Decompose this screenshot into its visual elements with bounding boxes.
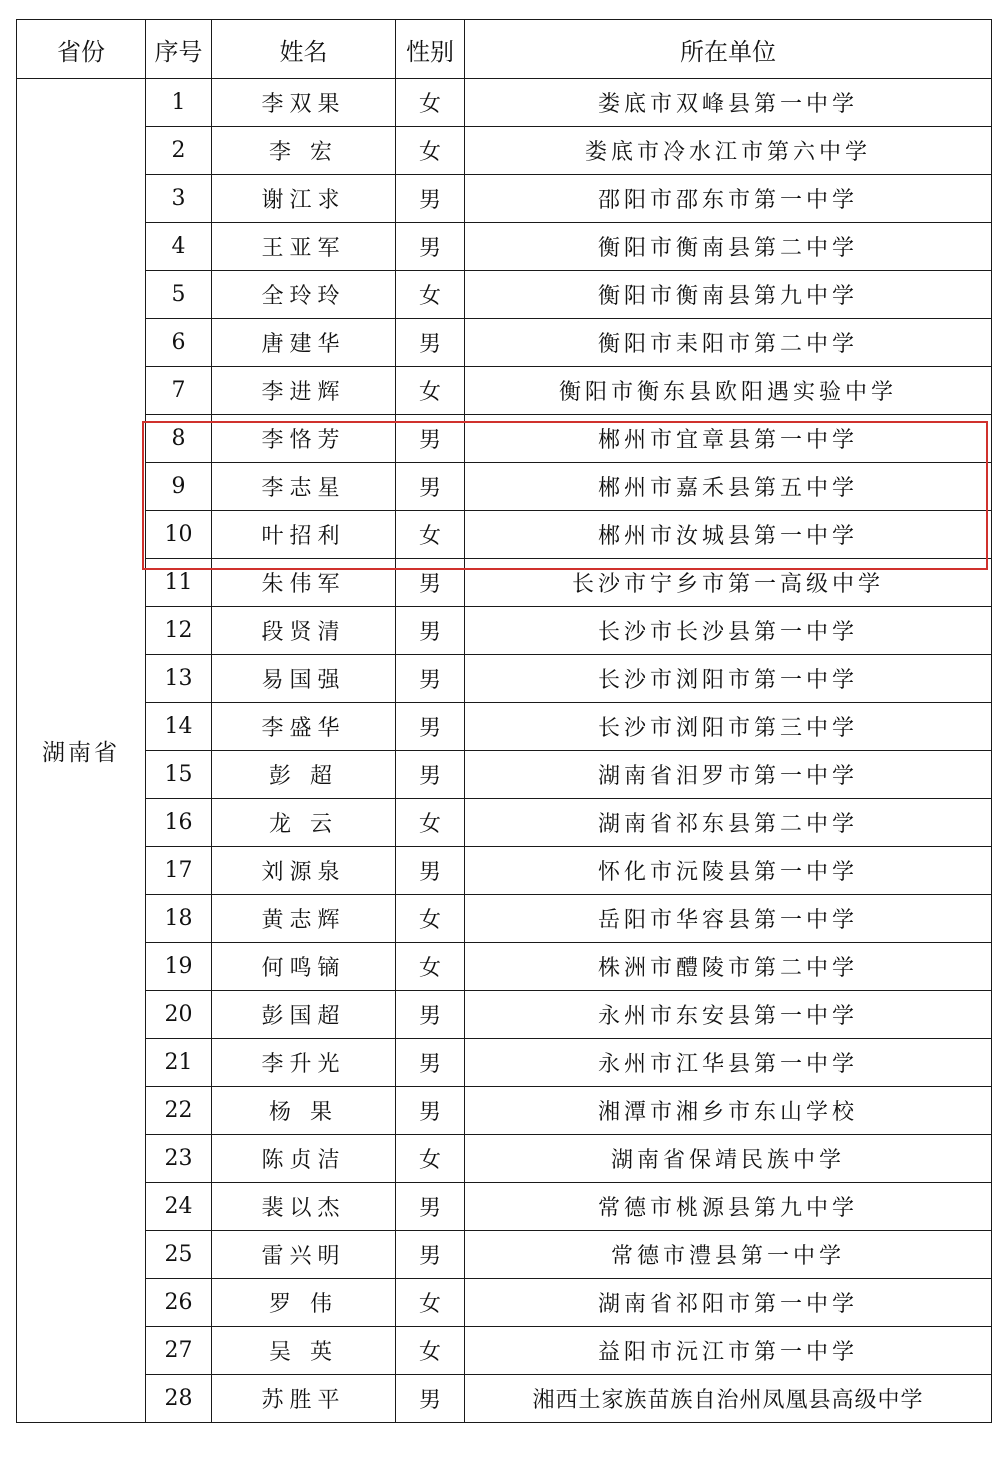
gender-cell: 男	[396, 319, 465, 367]
unit-cell: 娄底市双峰县第一中学	[465, 79, 992, 127]
table-row	[17, 655, 992, 703]
seq-cell: 6	[146, 319, 212, 367]
gender-cell: 女	[396, 127, 465, 175]
unit-cell: 常德市澧县第一中学	[465, 1231, 992, 1279]
name-cell: 李志星	[212, 463, 396, 511]
seq-cell: 26	[146, 1279, 212, 1327]
table-row	[17, 607, 992, 655]
table-row	[17, 1087, 992, 1135]
seq-cell: 9	[146, 463, 212, 511]
name-cell: 杨 果	[212, 1087, 396, 1135]
table-row	[17, 367, 992, 415]
table-row	[17, 415, 992, 463]
gender-cell: 男	[396, 1231, 465, 1279]
name-cell: 陈贞洁	[212, 1135, 396, 1183]
table-row	[17, 943, 992, 991]
table-row	[17, 1279, 992, 1327]
seq-cell: 10	[146, 511, 212, 559]
gender-cell: 男	[396, 607, 465, 655]
table-row	[17, 799, 992, 847]
unit-cell: 衡阳市衡南县第二中学	[465, 223, 992, 271]
seq-cell: 17	[146, 847, 212, 895]
gender-cell: 男	[396, 655, 465, 703]
gender-cell: 男	[396, 751, 465, 799]
seq-cell: 15	[146, 751, 212, 799]
table-row	[17, 1327, 992, 1375]
name-cell: 李盛华	[212, 703, 396, 751]
table-row	[17, 751, 992, 799]
column-header-province: 省份	[17, 20, 146, 79]
unit-cell: 衡阳市衡东县欧阳遇实验中学	[465, 367, 992, 415]
table-row	[17, 319, 992, 367]
unit-cell: 岳阳市华容县第一中学	[465, 895, 992, 943]
unit-cell: 益阳市沅江市第一中学	[465, 1327, 992, 1375]
name-cell: 全玲玲	[212, 271, 396, 319]
name-cell: 李 宏	[212, 127, 396, 175]
name-cell: 李恪芳	[212, 415, 396, 463]
name-cell: 苏胜平	[212, 1375, 396, 1423]
unit-cell: 常德市桃源县第九中学	[465, 1183, 992, 1231]
seq-cell: 4	[146, 223, 212, 271]
seq-cell: 27	[146, 1327, 212, 1375]
seq-cell: 18	[146, 895, 212, 943]
unit-cell: 怀化市沅陵县第一中学	[465, 847, 992, 895]
gender-cell: 女	[396, 943, 465, 991]
unit-cell: 郴州市宜章县第一中学	[465, 415, 992, 463]
gender-cell: 女	[396, 79, 465, 127]
seq-cell: 7	[146, 367, 212, 415]
gender-cell: 男	[396, 847, 465, 895]
name-cell: 段贤清	[212, 607, 396, 655]
gender-cell: 男	[396, 1375, 465, 1423]
gender-cell: 女	[396, 799, 465, 847]
unit-cell: 永州市江华县第一中学	[465, 1039, 992, 1087]
gender-cell: 女	[396, 1279, 465, 1327]
gender-cell: 男	[396, 991, 465, 1039]
gender-cell: 女	[396, 1327, 465, 1375]
name-cell: 李升光	[212, 1039, 396, 1087]
seq-cell: 14	[146, 703, 212, 751]
unit-cell: 湖南省祁东县第二中学	[465, 799, 992, 847]
table-row	[17, 991, 992, 1039]
seq-cell: 16	[146, 799, 212, 847]
seq-cell: 19	[146, 943, 212, 991]
seq-cell: 22	[146, 1087, 212, 1135]
table-row	[17, 1183, 992, 1231]
name-cell: 罗 伟	[212, 1279, 396, 1327]
name-cell: 龙 云	[212, 799, 396, 847]
gender-cell: 男	[396, 559, 465, 607]
table-row	[17, 847, 992, 895]
table-row	[17, 271, 992, 319]
name-cell: 雷兴明	[212, 1231, 396, 1279]
name-cell: 彭国超	[212, 991, 396, 1039]
column-header-unit: 所在单位	[465, 20, 992, 79]
unit-cell: 湖南省祁阳市第一中学	[465, 1279, 992, 1327]
roster-table	[16, 19, 992, 1423]
unit-cell: 邵阳市邵东市第一中学	[465, 175, 992, 223]
name-cell: 王亚军	[212, 223, 396, 271]
roster-body	[17, 79, 992, 1423]
seq-cell: 5	[146, 271, 212, 319]
name-cell: 李进辉	[212, 367, 396, 415]
gender-cell: 男	[396, 223, 465, 271]
gender-cell: 女	[396, 1135, 465, 1183]
unit-cell: 湘西土家族苗族自治州凤凰县高级中学	[465, 1375, 992, 1423]
seq-cell: 24	[146, 1183, 212, 1231]
unit-cell: 株洲市醴陵市第二中学	[465, 943, 992, 991]
seq-cell: 28	[146, 1375, 212, 1423]
table-row	[17, 463, 992, 511]
table-row	[17, 175, 992, 223]
table-row	[17, 127, 992, 175]
seq-cell: 21	[146, 1039, 212, 1087]
gender-cell: 男	[396, 415, 465, 463]
table-row	[17, 1231, 992, 1279]
unit-cell: 永州市东安县第一中学	[465, 991, 992, 1039]
column-header-gender: 性别	[396, 20, 465, 79]
unit-cell: 娄底市冷水江市第六中学	[465, 127, 992, 175]
name-cell: 唐建华	[212, 319, 396, 367]
name-cell: 裴以杰	[212, 1183, 396, 1231]
gender-cell: 男	[396, 703, 465, 751]
seq-cell: 8	[146, 415, 212, 463]
gender-cell: 女	[396, 895, 465, 943]
name-cell: 朱伟军	[212, 559, 396, 607]
name-cell: 吴 英	[212, 1327, 396, 1375]
name-cell: 易国强	[212, 655, 396, 703]
column-header-seq: 序号	[146, 20, 212, 79]
table-row	[17, 895, 992, 943]
seq-cell: 2	[146, 127, 212, 175]
name-cell: 谢江求	[212, 175, 396, 223]
seq-cell: 3	[146, 175, 212, 223]
table-row	[17, 223, 992, 271]
seq-cell: 11	[146, 559, 212, 607]
table-row	[17, 1375, 992, 1423]
gender-cell: 男	[396, 1183, 465, 1231]
table-row	[17, 1135, 992, 1183]
gender-cell: 男	[396, 463, 465, 511]
unit-cell: 郴州市汝城县第一中学	[465, 511, 992, 559]
gender-cell: 女	[396, 367, 465, 415]
name-cell: 刘源泉	[212, 847, 396, 895]
table-row	[17, 511, 992, 559]
unit-cell: 长沙市长沙县第一中学	[465, 607, 992, 655]
unit-cell: 湖南省保靖民族中学	[465, 1135, 992, 1183]
seq-cell: 12	[146, 607, 212, 655]
name-cell: 叶招利	[212, 511, 396, 559]
unit-cell: 长沙市宁乡市第一高级中学	[465, 559, 992, 607]
seq-cell: 1	[146, 79, 212, 127]
seq-cell: 13	[146, 655, 212, 703]
table-row	[17, 1039, 992, 1087]
seq-cell: 20	[146, 991, 212, 1039]
unit-cell: 郴州市嘉禾县第五中学	[465, 463, 992, 511]
gender-cell: 男	[396, 1039, 465, 1087]
gender-cell: 女	[396, 511, 465, 559]
name-cell: 李双果	[212, 79, 396, 127]
table-row	[17, 703, 992, 751]
name-cell: 黄志辉	[212, 895, 396, 943]
unit-cell: 长沙市浏阳市第三中学	[465, 703, 992, 751]
province-cell: 湖南省	[17, 79, 146, 1423]
seq-cell: 25	[146, 1231, 212, 1279]
unit-cell: 衡阳市耒阳市第二中学	[465, 319, 992, 367]
seq-cell: 23	[146, 1135, 212, 1183]
name-cell: 何鸣镝	[212, 943, 396, 991]
name-cell: 彭 超	[212, 751, 396, 799]
unit-cell: 湘潭市湘乡市东山学校	[465, 1087, 992, 1135]
header-row	[17, 20, 992, 79]
table-row	[17, 79, 992, 127]
column-header-name: 姓名	[212, 20, 396, 79]
unit-cell: 长沙市浏阳市第一中学	[465, 655, 992, 703]
table-row	[17, 559, 992, 607]
gender-cell: 女	[396, 271, 465, 319]
gender-cell: 男	[396, 175, 465, 223]
gender-cell: 男	[396, 1087, 465, 1135]
unit-cell: 衡阳市衡南县第九中学	[465, 271, 992, 319]
unit-cell: 湖南省汨罗市第一中学	[465, 751, 992, 799]
